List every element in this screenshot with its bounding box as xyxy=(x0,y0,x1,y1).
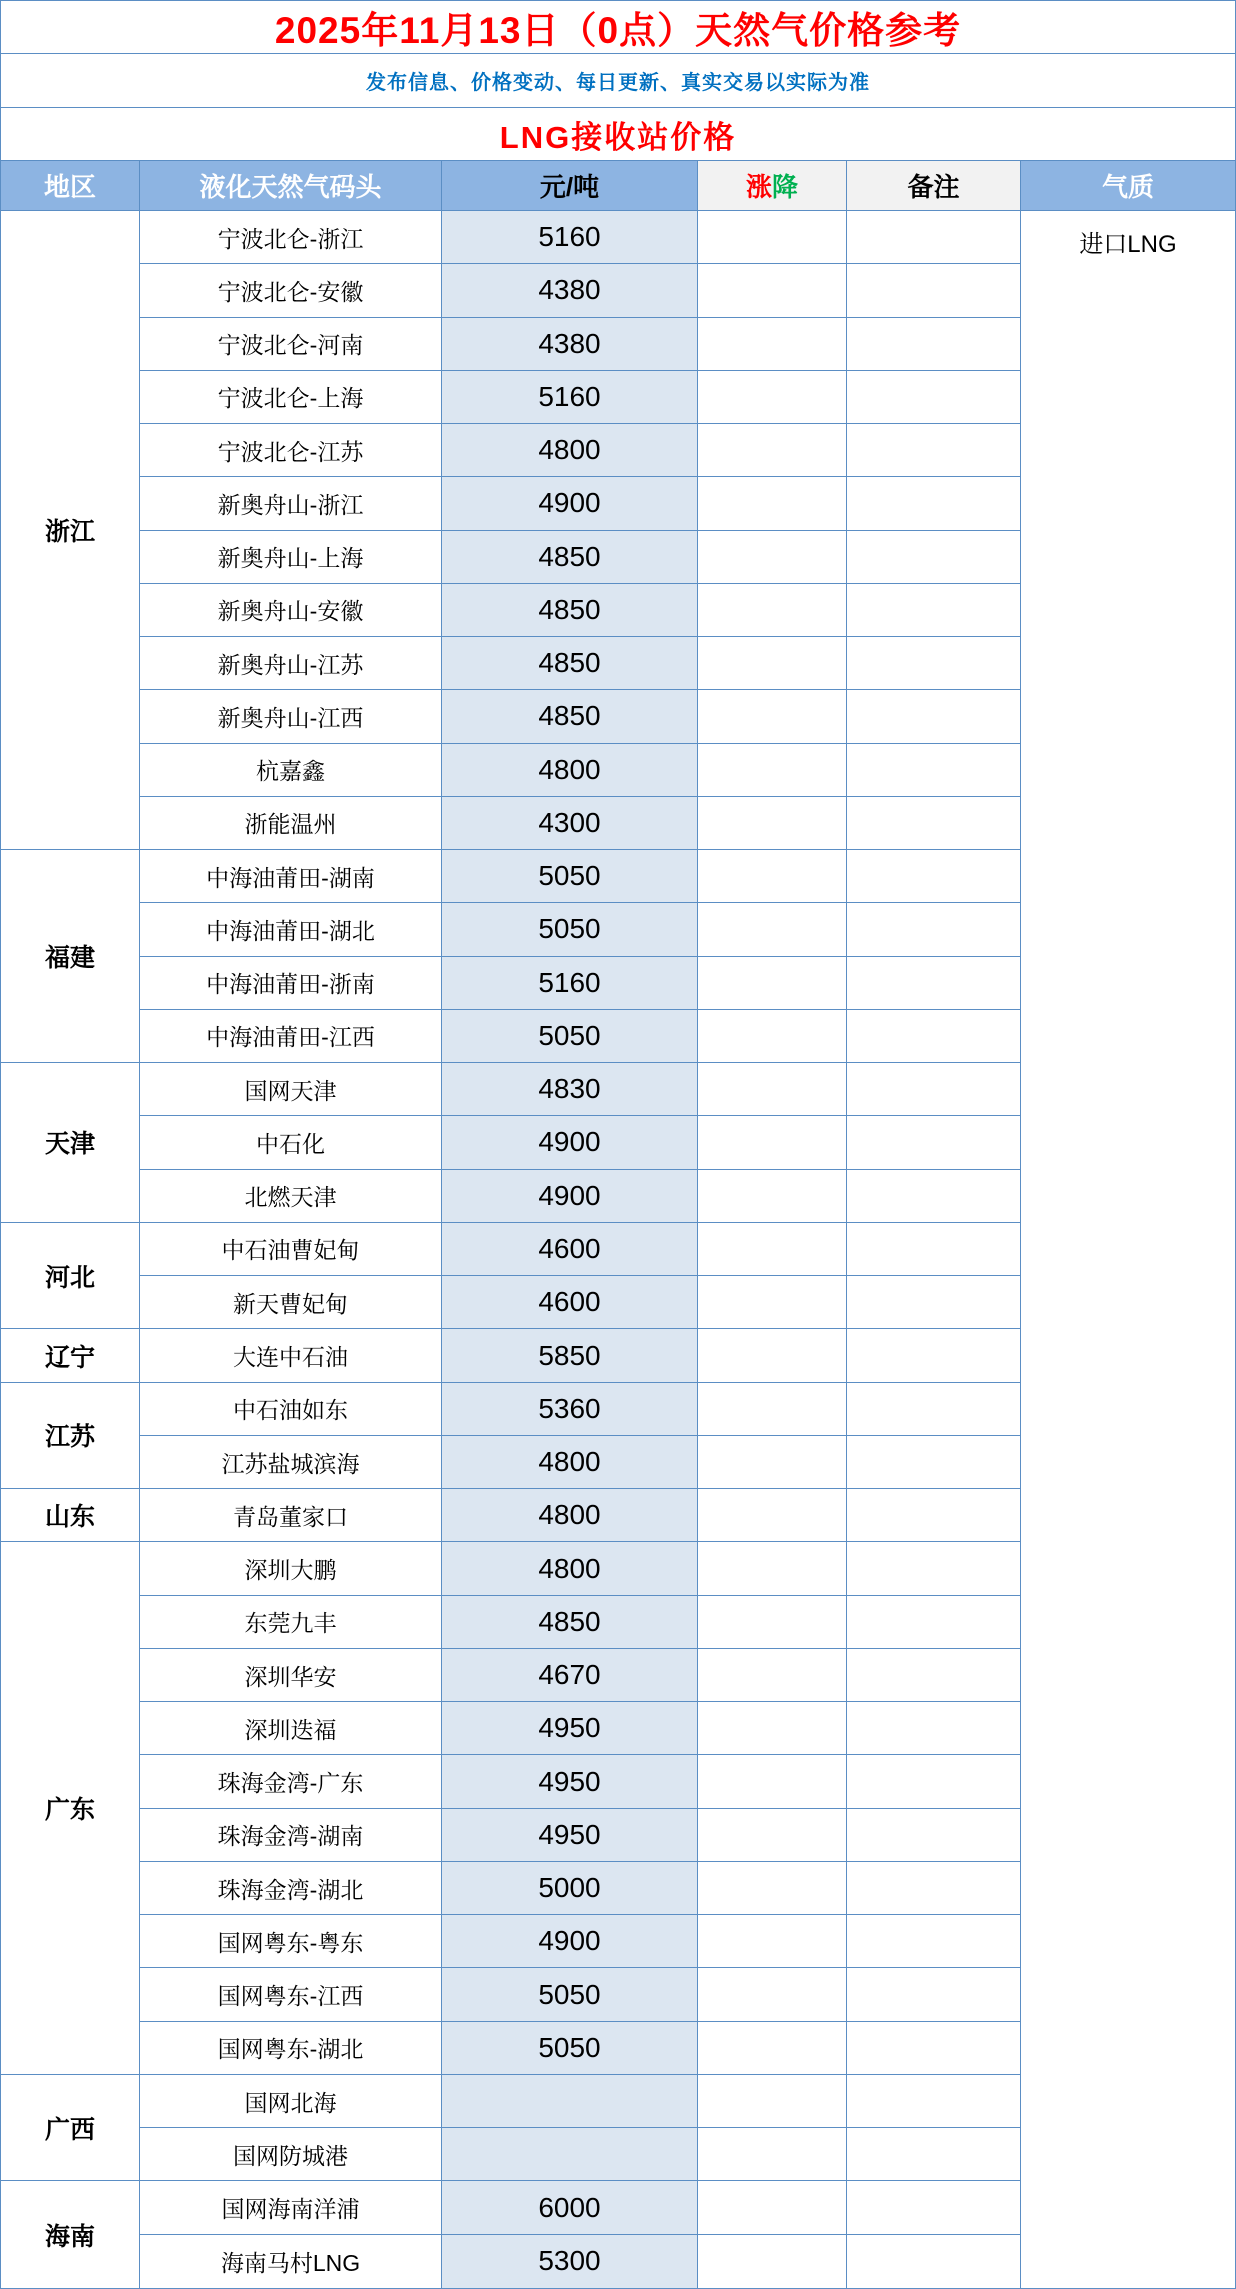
terminal-cell: 新奥舟山-江苏 xyxy=(140,637,442,690)
terminal-cell: 珠海金湾-湖南 xyxy=(140,1809,442,1862)
note-cell xyxy=(847,1436,1021,1489)
terminal-cell: 中海油莆田-湖南 xyxy=(140,850,442,903)
change-cell xyxy=(698,637,847,690)
price-cell: 5850 xyxy=(442,1329,698,1382)
terminal-cell: 中石化 xyxy=(140,1116,442,1169)
note-cell xyxy=(847,690,1021,743)
terminal-cell: 中海油莆田-浙南 xyxy=(140,957,442,1010)
price-cell: 4800 xyxy=(442,1489,698,1542)
change-cell xyxy=(698,1809,847,1862)
region-cell-江苏: 江苏 xyxy=(1,1383,140,1490)
terminal-cell: 国网天津 xyxy=(140,1063,442,1116)
price-cell xyxy=(442,2128,698,2181)
note-cell xyxy=(847,1223,1021,1276)
change-cell xyxy=(698,1702,847,1755)
terminal-cell: 江苏盐城滨海 xyxy=(140,1436,442,1489)
note-cell xyxy=(847,744,1021,797)
section-title: LNG接收站价格 xyxy=(499,119,737,155)
price-cell: 4950 xyxy=(442,1809,698,1862)
terminal-cell: 海南马村LNG xyxy=(140,2235,442,2288)
price-cell: 4600 xyxy=(442,1276,698,1329)
change-cell xyxy=(698,1276,847,1329)
note-cell xyxy=(847,1755,1021,1808)
page-subtitle: 发布信息、价格变动、每日更新、真实交易以实际为准 xyxy=(366,72,870,94)
note-cell xyxy=(847,1276,1021,1329)
price-cell: 4850 xyxy=(442,531,698,584)
section-title-bar xyxy=(1,108,1235,161)
terminal-cell: 深圳大鹏 xyxy=(140,1542,442,1595)
change-up-label: 涨 xyxy=(745,172,772,202)
note-cell xyxy=(847,637,1021,690)
column-header-quality xyxy=(1021,161,1235,211)
subtitle-bar xyxy=(1,54,1235,108)
column-header-note xyxy=(847,161,1021,211)
terminal-cell: 杭嘉鑫 xyxy=(140,744,442,797)
terminal-cell: 国网粤东-江西 xyxy=(140,1968,442,2021)
terminal-cell: 大连中石油 xyxy=(140,1329,442,1382)
column-header-price-unit-label: 元/吨 xyxy=(539,172,600,202)
change-cell xyxy=(698,1755,847,1808)
price-cell: 4800 xyxy=(442,424,698,477)
change-cell xyxy=(698,1915,847,1968)
note-cell xyxy=(847,1383,1021,1436)
price-cell: 4900 xyxy=(442,1116,698,1169)
terminal-cell: 新奥舟山-浙江 xyxy=(140,477,442,530)
price-cell: 5000 xyxy=(442,1862,698,1915)
terminal-cell: 深圳迭福 xyxy=(140,1702,442,1755)
change-cell xyxy=(698,318,847,371)
price-cell: 4600 xyxy=(442,1223,698,1276)
price-cell: 5050 xyxy=(442,2022,698,2075)
change-cell xyxy=(698,584,847,637)
change-cell xyxy=(698,2128,847,2181)
title-bar xyxy=(1,1,1235,54)
price-cell: 4900 xyxy=(442,477,698,530)
price-cell: 4800 xyxy=(442,1436,698,1489)
price-cell: 4950 xyxy=(442,1702,698,1755)
price-cell: 4850 xyxy=(442,1596,698,1649)
note-cell xyxy=(847,903,1021,956)
note-cell xyxy=(847,1596,1021,1649)
terminal-cell: 深圳华安 xyxy=(140,1649,442,1702)
change-cell xyxy=(698,1436,847,1489)
price-cell: 6000 xyxy=(442,2181,698,2234)
note-cell xyxy=(847,1968,1021,2021)
price-cell: 4900 xyxy=(442,1915,698,1968)
note-cell xyxy=(847,2235,1021,2288)
terminal-cell: 新天曹妃甸 xyxy=(140,1276,442,1329)
change-cell xyxy=(698,1596,847,1649)
note-cell xyxy=(847,371,1021,424)
note-cell xyxy=(847,1063,1021,1116)
terminal-cell: 国网防城港 xyxy=(140,2128,442,2181)
change-cell xyxy=(698,2235,847,2288)
note-cell xyxy=(847,2022,1021,2075)
terminal-cell: 中海油莆田-江西 xyxy=(140,1010,442,1063)
price-cell: 5050 xyxy=(442,1010,698,1063)
price-cell: 4800 xyxy=(442,1542,698,1595)
change-cell xyxy=(698,1329,847,1382)
price-cell: 4670 xyxy=(442,1649,698,1702)
region-cell-广西: 广西 xyxy=(1,2075,140,2182)
terminal-cell: 新奥舟山-江西 xyxy=(140,690,442,743)
note-cell xyxy=(847,531,1021,584)
column-header-quality-label: 气质 xyxy=(1101,172,1154,202)
price-cell: 4800 xyxy=(442,744,698,797)
change-cell xyxy=(698,797,847,850)
change-cell xyxy=(698,850,847,903)
note-cell xyxy=(847,477,1021,530)
price-cell: 5050 xyxy=(442,903,698,956)
note-cell xyxy=(847,797,1021,850)
column-header-change xyxy=(698,161,847,211)
change-cell xyxy=(698,903,847,956)
terminal-cell: 宁波北仑-上海 xyxy=(140,371,442,424)
change-cell xyxy=(698,2022,847,2075)
terminal-cell: 中海油莆田-湖北 xyxy=(140,903,442,956)
price-cell: 4950 xyxy=(442,1755,698,1808)
terminal-cell: 中石油曹妃甸 xyxy=(140,1223,442,1276)
note-cell xyxy=(847,850,1021,903)
note-cell xyxy=(847,2128,1021,2181)
column-header-note-label: 备注 xyxy=(907,172,960,202)
region-cell-山东: 山东 xyxy=(1,1489,140,1542)
note-cell xyxy=(847,1010,1021,1063)
column-header-region-label: 地区 xyxy=(43,172,96,202)
note-cell xyxy=(847,1116,1021,1169)
column-header-terminal xyxy=(140,161,442,211)
terminal-cell: 国网海南洋浦 xyxy=(140,2181,442,2234)
region-cell-广东: 广东 xyxy=(1,1542,140,2075)
change-cell xyxy=(698,1223,847,1276)
terminal-cell: 宁波北仑-浙江 xyxy=(140,211,442,264)
column-header-price-unit xyxy=(442,161,698,211)
column-header-region xyxy=(1,161,140,211)
terminal-cell: 新奥舟山-上海 xyxy=(140,531,442,584)
change-cell xyxy=(698,1116,847,1169)
region-cell-福建: 福建 xyxy=(1,850,140,1063)
price-cell: 5360 xyxy=(442,1383,698,1436)
terminal-cell: 浙能温州 xyxy=(140,797,442,850)
terminal-cell: 珠海金湾-湖北 xyxy=(140,1862,442,1915)
region-cell-海南: 海南 xyxy=(1,2181,140,2288)
terminal-cell: 北燃天津 xyxy=(140,1170,442,1223)
note-cell xyxy=(847,1702,1021,1755)
price-cell: 4380 xyxy=(442,318,698,371)
column-header-terminal-label: 液化天然气码头 xyxy=(199,172,382,202)
price-cell: 4300 xyxy=(442,797,698,850)
terminal-cell: 国网北海 xyxy=(140,2075,442,2128)
change-cell xyxy=(698,371,847,424)
region-cell-浙江: 浙江 xyxy=(1,211,140,850)
change-cell xyxy=(698,690,847,743)
change-cell xyxy=(698,477,847,530)
table-header-row xyxy=(1,161,1235,211)
change-cell xyxy=(698,1170,847,1223)
price-cell: 5300 xyxy=(442,2235,698,2288)
change-cell xyxy=(698,531,847,584)
change-cell xyxy=(698,1489,847,1542)
change-cell xyxy=(698,424,847,477)
change-cell xyxy=(698,1010,847,1063)
change-cell xyxy=(698,2075,847,2128)
change-cell xyxy=(698,1542,847,1595)
price-cell: 4850 xyxy=(442,637,698,690)
change-cell xyxy=(698,264,847,317)
region-cell-河北: 河北 xyxy=(1,1223,140,1330)
terminal-cell: 东莞九丰 xyxy=(140,1596,442,1649)
price-cell: 5160 xyxy=(442,957,698,1010)
note-cell xyxy=(847,1862,1021,1915)
terminal-cell: 新奥舟山-安徽 xyxy=(140,584,442,637)
note-cell xyxy=(847,264,1021,317)
note-cell xyxy=(847,2181,1021,2234)
note-cell xyxy=(847,1170,1021,1223)
terminal-cell: 中石油如东 xyxy=(140,1383,442,1436)
change-cell xyxy=(698,957,847,1010)
price-cell: 5160 xyxy=(442,211,698,264)
region-cell-天津: 天津 xyxy=(1,1063,140,1223)
note-cell xyxy=(847,2075,1021,2128)
change-down-label: 降 xyxy=(772,172,799,202)
terminal-cell: 青岛董家口 xyxy=(140,1489,442,1542)
price-cell: 4900 xyxy=(442,1170,698,1223)
terminal-cell: 宁波北仑-安徽 xyxy=(140,264,442,317)
note-cell xyxy=(847,957,1021,1010)
terminal-cell: 珠海金湾-广东 xyxy=(140,1755,442,1808)
change-cell xyxy=(698,744,847,797)
price-cell: 5050 xyxy=(442,1968,698,2021)
price-cell: 4850 xyxy=(442,584,698,637)
note-cell xyxy=(847,1649,1021,1702)
change-cell xyxy=(698,1383,847,1436)
note-cell xyxy=(847,318,1021,371)
change-cell xyxy=(698,1063,847,1116)
table-body xyxy=(1,211,1235,2288)
terminal-cell: 宁波北仑-河南 xyxy=(140,318,442,371)
terminal-cell: 宁波北仑-江苏 xyxy=(140,424,442,477)
change-cell xyxy=(698,1968,847,2021)
change-cell xyxy=(698,2181,847,2234)
change-cell xyxy=(698,1649,847,1702)
page-title: 2025年11月13日（0点）天然气价格参考 xyxy=(274,10,962,51)
note-cell xyxy=(847,1809,1021,1862)
terminal-cell: 国网粤东-湖北 xyxy=(140,2022,442,2075)
region-cell-辽宁: 辽宁 xyxy=(1,1329,140,1382)
price-cell: 4850 xyxy=(442,690,698,743)
note-cell xyxy=(847,1542,1021,1595)
note-cell xyxy=(847,1329,1021,1382)
change-cell xyxy=(698,1862,847,1915)
note-cell xyxy=(847,424,1021,477)
price-cell: 5050 xyxy=(442,850,698,903)
note-cell xyxy=(847,211,1021,264)
price-cell: 5160 xyxy=(442,371,698,424)
note-cell xyxy=(847,1915,1021,1968)
change-cell xyxy=(698,211,847,264)
note-cell xyxy=(847,584,1021,637)
quality-value-cell: 进口LNG xyxy=(1021,211,1235,2288)
price-cell: 4830 xyxy=(442,1063,698,1116)
price-cell xyxy=(442,2075,698,2128)
price-cell: 4380 xyxy=(442,264,698,317)
note-cell xyxy=(847,1489,1021,1542)
terminal-cell: 国网粤东-粤东 xyxy=(140,1915,442,1968)
